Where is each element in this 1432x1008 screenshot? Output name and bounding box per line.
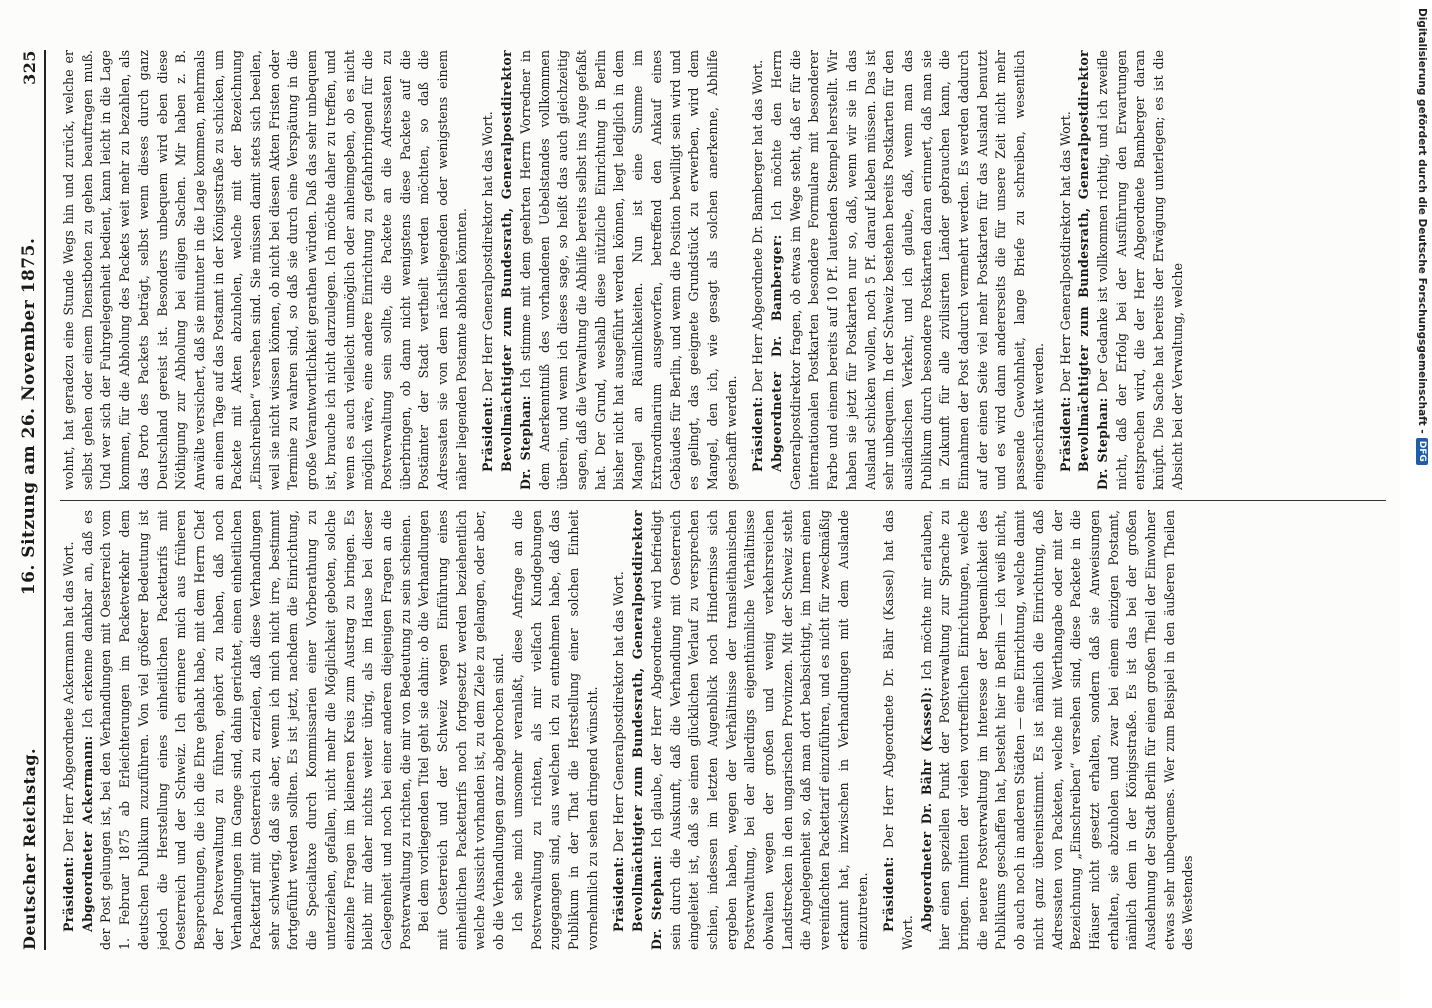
paragraph [918, 510, 1199, 950]
session-title: 16. Sitzung am 26. November 1875. [19, 237, 39, 596]
paragraph [415, 510, 509, 950]
paragraph-text: Ich möchte den Herrn Generalpostdirektor fragen, ob etwas im Wege steht, daß er für die internationalen Postkarten besondere Formulare mit besonderer Farbe und einem bereits auf 10 Pf. lautenden Stempel herstellt. Wir haben sie jetzt für Postkarten nur so, daß, wenn wir sie in das Ausland schicken wollen, noch 5 Pf. darauf kleben müssen. Das ist sehr unbequem. In der Schweiz bestehen bereits Postkarten für den ausländischen Verkehr, und ich glaube, daß, wenn man das Publikum durch besondere Postkarten daran erinnert, daß man sie in Zukunft für alle zivilisirten Länder gebrauchen kann, die Einnahmen der Post dadurch vermehrt werden. Es werden dadurch auf der einen Seite viel mehr Postkarten für das Ausland benutzt und es wird dann andererseits die für unsere Zeit nicht mehr passende Gewohnheit, lange Briefe zu schreiben, wesentlich eingeschränkt werden. [769, 50, 1046, 490]
paragraph-text: Der Herr Abgeordnete Dr. Bähr (Kassel) hat das Wort. [881, 510, 915, 950]
paragraph-text: Ich erkenne dankbar an, daß es der Post gelungen ist, bei den Verhandlungen mit Oesterreich vom 1. Februar 1875 ab Erleichterungen im Packetverkehr dem deutschen Publikum zuzuführen. Von viel größerer Bedeutung ist jedoch die Herstellung eines einheitlichen Packettarifs mit Oesterreich und der Schweiz. Ich erinnere mich aus früheren Besprechungen, die ich die Ehre gehabt habe, mit dem Herrn Chef der Postverwaltung zu führen, gehört zu haben, daß noch Verhandlungen im Gange sind, dahin gerichtet, einen einheitlichen Packettarif mit Oesterreich zu erzielen, daß diese Verhandlungen sehr schwierig, daß sie aber, wenn ich mich nicht irre, bestimmt fortgeführt werden sollten. Es ist jetzt, nachdem die Einrichtung, die Specialtaxe durch Kommissarien einer Vorberathung zu unterziehen, gefallen, nicht mehr die Möglichkeit geboten, solche einzelne Fragen im kleineren Kreis zum Austrag zu bringen. Es bleibt mir daher nichts weiter übrig, als im Hause bei dieser Gelegenheit und noch bei einer anderen diejenigen Fragen an die Postverwaltung zu richten, die mir von Bedeutung zu sein scheinen. [79, 510, 413, 950]
paragraph [509, 510, 603, 950]
paragraph-text: Der Herr Generalpostdirektor hat das Wort. [480, 111, 496, 393]
paragraph-text: Der Herr Abgeordnete Ackermann hat das Wort. [61, 541, 76, 853]
funding-note-text: Digitalisierung gefördert durch die Deutsche Forschungsgemeinschaft - [1416, 8, 1428, 434]
paragraph-text: Ich sehe mich umsomehr veranlaßt, diese Anfrage an die Postverwaltung zu richten, als mir vielfach Kundgebungen zugegangen sind, aus welchen ich zu entnehmen habe, daß das Publikum in der That die Herstellung einer solchen Einheit vornehmlich zu sehen dringend wünscht. [509, 510, 600, 950]
paragraph [610, 510, 629, 950]
paragraph-text: Ich möchte mir erlauben, hier einen speziellen Punkt der Postverwaltung zur Sprache zu bringen. Inmitten der vielen vortrefflichen Einrichtungen, welche die neuere Postverwaltung im Interesse der Bequemlichkeit des Publikums geschaffen hat, besteht hier in Berlin — ich weiß nicht, ob auch noch in anderen Städten — eine Einrichtung, welche damit nicht ganz übereinstimmt. Es ist nämlich die Einrichtung, daß Adressaten von Packeten, welche mit Werthangabe oder mit der Bezeichnung „Einschreiben“ versehen sind, diese Packete in die Häuser nicht gesetzt erhalten, sondern daß sie Anweisungen erhalten, sie abzuholen und zwar bei einem einzigen Postamt, nämlich dem in der Königsstraße. Es ist das bei der großen Ausdehnung der Stadt Berlin für einen großen Theil der Einwohner etwas sehr unbequemes. Wer zum Beispiel in den äußeren Theilen des Westendes [918, 510, 1196, 950]
paragraph [479, 50, 498, 490]
speaker-name: Präsident: [480, 396, 496, 472]
speaker-name: Präsident: [881, 856, 897, 932]
speaker-name: Abgeordneter Ackermann: [79, 735, 95, 932]
paragraph [768, 50, 1049, 490]
speaker-name: Präsident: [61, 856, 76, 932]
paragraph [1057, 50, 1076, 490]
speaker-name: Bevollmächtigter zum Bundesrath, Generalpostdirektor Dr. Stephan: [499, 50, 533, 490]
paragraph [749, 50, 768, 490]
digitization-note [1412, 0, 1432, 1000]
paragraph [79, 510, 416, 950]
paragraph-text: Ich glaube, der Herr Abgeordnete wird befriedigt sein durch die Auskunft, daß die Verhandlung mit Oesterreich eingeleitet ist, daß sie einen glücklichen Verlauf zu versprechen schien, indessen im letzten Augenblick noch Hindernisse sich ergeben haben, wegen der Verhältnisse der transleithanischen Postverwaltung, bei der allerdings eigenthümliche Verhältnisse obwalten wegen der großen und wenig verkehrsreichen Landstrecken in den ungarischen Provinzen. Mit der Schweiz steht die Angelegenheit so, daß man dort beabsichtigt, im Innern einen vereinfachten Packettarif einzuführen, und es nicht für zweckmäßig erkannt hat, inzwischen in Verhandlungen mit dem Auslande einzutreten. [648, 510, 870, 950]
speaker-name: Abgeordneter Dr. Bähr (Kassel): [918, 686, 934, 932]
speaker-name: Präsident: [611, 856, 627, 932]
paragraph [60, 510, 79, 950]
speaker-name: Präsident: [1057, 396, 1073, 472]
paragraph-text: Der Herr Generalpostdirektor hat das Wort. [611, 571, 627, 853]
column-divider [60, 500, 1386, 501]
right-column [60, 50, 1386, 490]
paragraph [1075, 50, 1187, 490]
speaker-name: Bevollmächtigter zum Bundesrath, Generalpostdirektor Dr. Stephan: [630, 510, 664, 950]
paragraph-text: Der Herr Generalpostdirektor hat das Wort. [1057, 111, 1073, 393]
paragraph-text: Der Gedanke ist vollkommen richtig, und ich zweifle nicht, daß der Erfolg bei der Ausführung den Erwartungen entsprechen wird, die der Herr Abgeordnete Bamberger daran knüpft. Die Sache hat bereits der Erwägung unterlegen; es ist die Absicht bei der Verwaltung, welche [1094, 50, 1185, 490]
page-number: 325 [19, 50, 39, 85]
paragraph [60, 50, 471, 490]
paragraph-text: Bei dem vorliegenden Titel geht sie dahin: ob die Verhandlungen mit Oesterreich und der Schweiz wegen Einführung eines einheitlichen Packettarifs noch fortgesetzt werden beziehentlich welche Aussicht vorhanden ist, zu dem Ziele zu gelangen, oder aber, ob die Verhandlungen ganz abgebrochen sind. [416, 510, 507, 950]
publication-title: Deutscher Reichstag. [19, 747, 39, 950]
paragraph-text: wohnt, hat geradezu eine Stunde Wegs hin und zurück, welche er selbst gehen oder einem Dienstboten zu gehen beauftragen muß. Und wer sich der Fuhrgelegenheit bedient, kann leicht in die Lage kommen, für die Abholung des Packets weit mehr zu bezahlen, als das Porto des Packets beträgt, selbst wenn dieses durch ganz Deutschland gereist ist. Besonders unbequem wird eben diese Nöthigung zur Abholung bei eiligen Sachen. Mir haben z. B. Anwälte versichert, daß sie mitunter in die Lage kommen, mehrmals an einem Tage auf das Postamt in der Königsstraße zu schicken, um Packete mit Akten abzuholen, welche mit der Bezeichnung „Einschreiben“ versehen sind. Sie müssen damit stets sich beeilen, weil sie nicht wissen können, ob nicht bei diesen Akten Fristen oder Termine zu wahren sind, so daß sie durch eine Verspätung in die große Verantwortlichkeit gerathen würden. Daß das sehr unbequem ist, brauche ich nicht darzulegen. Ich möchte daher zu treffen, und wenn es auch vielleicht unmöglich oder anheimgeben, ob es nicht möglich wäre, eine andere Einrichtung zu gefahrbringend für die Postverwaltung sein sollte, die Packete an die Adressaten zu überbringen, ob dann nicht wenigstens diese Packete auf die Postämter der Stadt vertheilt werden möchten, so daß die Adressaten sie von dem nächstliegenden oder wenigstens einem näher liegenden Postamte abholen könnten. [61, 50, 469, 490]
dfg-logo: DFG [1416, 438, 1428, 465]
speaker-name: Abgeordneter Dr. Bamberger: [769, 234, 785, 472]
speaker-name: Bevollmächtigter zum Bundesrath, Generalpostdirektor Dr. Stephan: [1076, 50, 1110, 490]
running-head [14, 50, 46, 950]
speaker-name: Präsident: [750, 396, 766, 472]
paragraph-text: Der Herr Abgeordnete Dr. Bamberger hat das Wort. [750, 59, 766, 393]
paragraph-text: Ich stimme mit dem geehrten Herrn Vorredner in dem Anerkenntniß des vorhandenen Uebelstandes vollkommen überein, und wenn ich dieses sage, so heißt das auch gleichzeitig sagen, daß die Verwaltung die Abhilfe bereits selbst ins Auge gefaßt hat. Der Grund, weshalb diese nützliche Einrichtung in Berlin bisher nicht hat ausgeführt werden können, liegt lediglich in dem Mangel an Räumlichkeiten. Nun ist eine Summe im Extraordinarium ausgeworfen, betreffend den Ankauf eines Gebäudes für Berlin, und wenn die Position bewilligt sein wird und es gelingt, das geeignete Grundstück zu erwerben, wird dem Mangel, den ich, wie gesagt als solchen anerkenne, Abhilfe geschafft werden. [517, 50, 739, 490]
paragraph [629, 510, 872, 950]
left-column [60, 510, 1386, 950]
paragraph [498, 50, 741, 490]
paragraph [880, 510, 917, 950]
